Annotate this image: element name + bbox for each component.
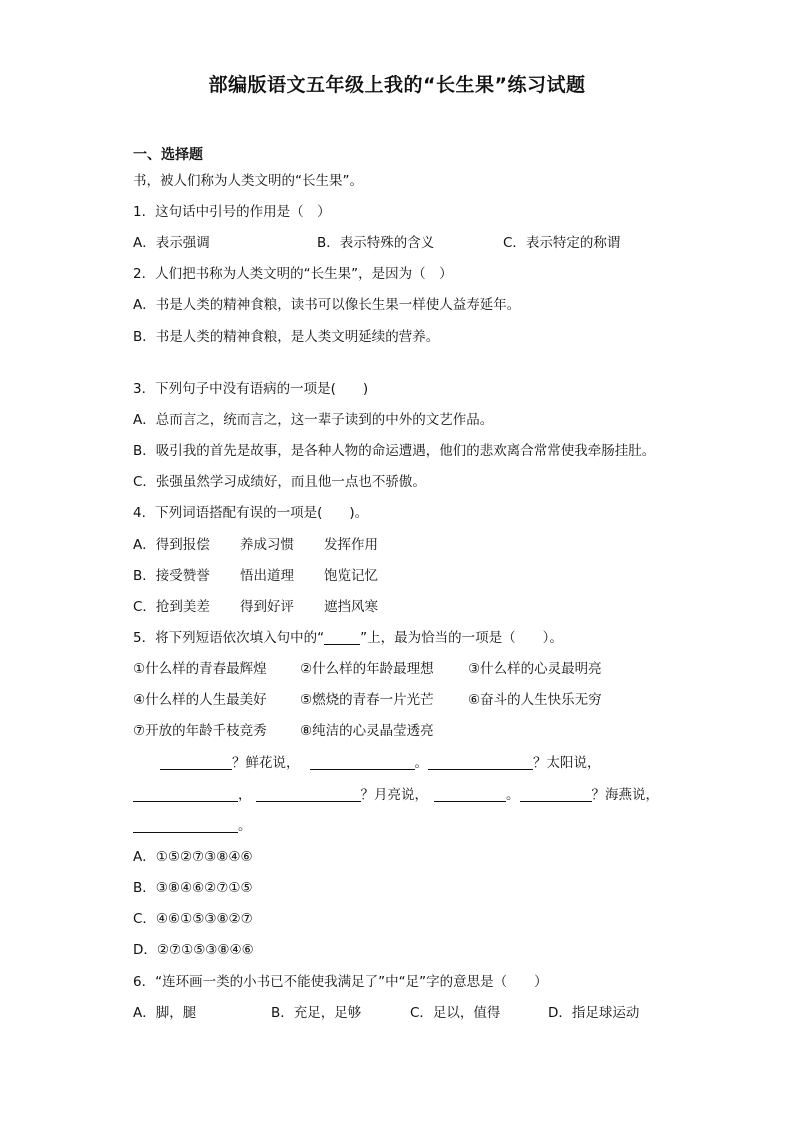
q5-option-b[interactable]: B．③⑧④⑥②⑦①⑤ xyxy=(133,880,253,896)
q5-phrases-row1 xyxy=(133,660,602,678)
q5-l1-a: ？鲜花说， xyxy=(232,755,300,771)
q5-option-c[interactable]: C．④⑥①⑤③⑧②⑦ xyxy=(133,911,253,927)
q4-c-word3: 遮挡风寒 xyxy=(324,599,378,615)
q5-stem xyxy=(133,629,563,647)
q4-b-word3: 饱览记忆 xyxy=(324,568,378,584)
q2-option-a[interactable]: A．书是人类的精神食粮，读书可以像长生果一样使人益寿延年。 xyxy=(133,297,521,313)
q6-option-c[interactable]: C．足以，值得 xyxy=(410,1005,501,1021)
q5-blank-5[interactable] xyxy=(256,787,361,802)
q4-option-c[interactable] xyxy=(133,598,378,616)
intro-text: 书，被人们称为人类文明的“长生果”。 xyxy=(133,173,363,189)
q2-option-b[interactable]: B．书是人类的精神食粮，是人类文明延续的营养。 xyxy=(133,329,440,345)
q4-b-label: B．接受赞誉 xyxy=(133,568,210,584)
q5-blank-4[interactable] xyxy=(133,787,238,802)
q5-l2-b: ？月亮说， xyxy=(360,787,428,803)
q1-option-a[interactable]: A．表示强调 xyxy=(133,235,210,251)
q5-l2-c: 。 xyxy=(506,787,520,803)
q5-option-a[interactable]: A．①⑤②⑦③⑧④⑥ xyxy=(133,849,253,865)
q3-option-b[interactable]: B．吸引我的首先是故事，是各种人物的命运遭遇，他们的悲欢离合常常使我牵肠挂肚。 xyxy=(133,443,656,459)
q5-phrase-2: ②什么样的年龄最理想 xyxy=(300,661,434,677)
q5-phrases-row3 xyxy=(133,722,434,740)
q3-option-a[interactable]: A．总而言之，统而言之，这一辈子读到的中外的文艺作品。 xyxy=(133,412,494,428)
q4-option-b[interactable] xyxy=(133,567,378,585)
q5-blank-2[interactable] xyxy=(310,755,415,770)
q5-phrase-5: ⑤燃烧的青春一片光芒 xyxy=(300,692,434,708)
q1-option-c[interactable]: C．表示特定的称谓 xyxy=(503,235,621,251)
q4-a-word3: 发挥作用 xyxy=(324,537,378,553)
q5-l3-a: 。 xyxy=(238,818,252,834)
q5-blank-1[interactable] xyxy=(160,755,232,770)
q6-option-d[interactable]: D．指足球运动 xyxy=(548,1005,640,1021)
q5-blank-7[interactable] xyxy=(520,787,592,802)
q5-option-d[interactable]: D．②⑦①⑤③⑧④⑥ xyxy=(133,942,254,958)
q5-phrase-8: ⑧纯洁的心灵晶莹透亮 xyxy=(300,723,434,739)
q5-fill-line-2 xyxy=(133,786,659,804)
q5-phrase-1: ①什么样的青春最辉煌 xyxy=(133,661,267,677)
q5-phrase-7: ⑦开放的年龄千枝竞秀 xyxy=(133,723,267,739)
q4-option-a[interactable] xyxy=(133,536,378,554)
q5-blank-6[interactable] xyxy=(434,787,506,802)
q4-stem: 4．下列词语搭配有误的一项是( )。 xyxy=(133,505,369,521)
q4-a-word2: 养成习惯 xyxy=(240,537,294,553)
q5-l2-d: ？海燕说， xyxy=(591,787,659,803)
q5-stem-blank xyxy=(324,630,360,645)
q2-stem: 2．人们把书称为人类文明的“长生果”，是因为（ ） xyxy=(133,266,453,282)
q5-blank-3[interactable] xyxy=(428,755,533,770)
q4-c-label: C．抢到美差 xyxy=(133,599,210,615)
q5-stem-post: ”上，最为恰当的一项是（ ）。 xyxy=(360,630,563,646)
q6-option-b[interactable]: B．充足，足够 xyxy=(271,1005,362,1021)
q6-option-a[interactable]: A．脚，腿 xyxy=(133,1005,197,1021)
q5-phrase-6: ⑥奋斗的人生快乐无穷 xyxy=(468,692,602,708)
q5-phrase-3: ③什么样的心灵最明亮 xyxy=(468,661,602,677)
q1-options xyxy=(133,234,620,252)
page-title: 部编版语文五年级上我的“长生果”练习试题 xyxy=(208,74,586,96)
q5-stem-pre: 5．将下列短语依次填入句中的“ xyxy=(133,630,325,646)
q5-l1-c: ？太阳说， xyxy=(533,755,601,771)
q5-l2-a: ， xyxy=(238,787,252,803)
q4-c-word2: 得到好评 xyxy=(240,599,294,615)
q4-a-label: A．得到报偿 xyxy=(133,537,210,553)
q5-fill-line-1 xyxy=(160,754,601,772)
section-heading: 一、选择题 xyxy=(133,147,203,163)
q3-option-c[interactable]: C．张强虽然学习成绩好，而且他一点也不骄傲。 xyxy=(133,474,426,490)
q5-blank-8[interactable] xyxy=(133,818,238,833)
q6-options xyxy=(133,1004,639,1022)
q3-stem: 3．下列句子中没有语病的一项是( ) xyxy=(133,381,369,397)
q6-stem: 6．“连环画一类的小书已不能使我满足了”中“足”字的意思是（ ） xyxy=(133,974,548,990)
q5-l1-b: 。 xyxy=(414,755,428,771)
q4-b-word2: 悟出道理 xyxy=(240,568,294,584)
q1-stem: 1．这句话中引号的作用是（ ） xyxy=(133,204,331,220)
q1-option-b[interactable]: B．表示特殊的含义 xyxy=(317,235,435,251)
q5-phrase-4: ④什么样的人生最美好 xyxy=(133,692,267,708)
q5-fill-line-3 xyxy=(133,817,252,835)
q5-phrases-row2 xyxy=(133,691,602,709)
